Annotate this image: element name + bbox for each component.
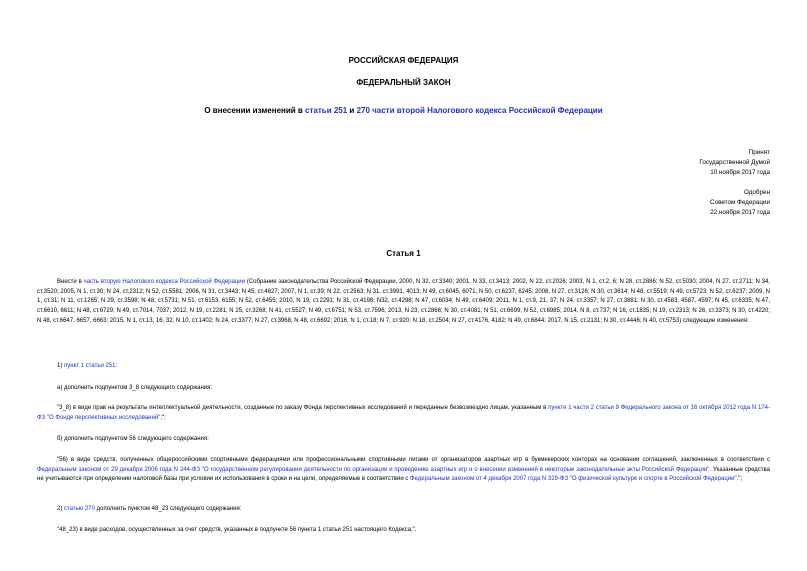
- adoption-block: [699, 148, 770, 218]
- q1-link[interactable]: пункте 1 части 2 статьи 9 Федерального закона от 16 октября 2012 года N 174-ФЗ "О Фонде перспективных исследований": [37, 405, 770, 421]
- quote-3-8: [37, 404, 770, 423]
- item-1: [57, 362, 117, 372]
- accepted-body: Государственной Думой: [699, 159, 770, 166]
- intro-link[interactable]: часть вторую Налогового кодекса Российской Федерации: [83, 279, 245, 285]
- item2-post: дополнить пунктом 48_23 следующего содержания:: [94, 506, 242, 512]
- intro-paragraph: [37, 278, 770, 327]
- item-1b: б) дополнить подпунктом 56 следующего содержания:: [57, 436, 209, 442]
- law-country: РОССИЙСКАЯ ФЕДЕРАЦИЯ: [348, 56, 459, 65]
- accepted-label: Принят: [748, 149, 770, 156]
- approved-date: 22 ноября 2017 года: [710, 209, 770, 216]
- q2-pre: "56) в виде средств, полученных общероссийскими спортивными федерациями или профессиональными спортивными лигами от организаторов азартных игр в букмекерских конторах на основании соглашений, заключенных в соответствии с: [57, 457, 770, 463]
- title-text-pre: О внесении изменений в: [204, 106, 306, 115]
- q2-post: .";: [736, 476, 743, 483]
- item-1a: а) дополнить подпунктом 3_8 следующего содержания:: [57, 385, 213, 391]
- q1-post: ;";: [160, 414, 166, 421]
- approved-body: Советом Федерации: [710, 199, 770, 206]
- quote-48-23: "48_23) в виде расходов, осуществленных за счет средств, указанных в подпункте 56 пункта 1 статьи 251 настоящего Кодекса;".: [57, 527, 417, 533]
- quote-56: [37, 456, 770, 485]
- q2-mid: . Указанные средства не учитываются при определении налоговой базы при условии их использования в сроки и на цели, определяемые в соответствии с: [37, 466, 771, 483]
- q2-link2[interactable]: Федеральным законом от 4 декабря 2007 года N 329-ФЗ "О физической культуре и спорте в Российской Федерации": [410, 476, 737, 483]
- q1-pre: "3_8) в виде прав на результаты интеллектуальной деятельности, созданные по заказу Фонда перспективных исследований и переданные безвозмездно лицам, указанным в: [57, 405, 549, 411]
- item1-link[interactable]: пункт 1 статьи 251: [64, 363, 116, 369]
- item1-post: :: [115, 363, 118, 369]
- title-text-mid: и: [347, 106, 357, 115]
- title-link-270[interactable]: 270 части второй Налогового кодекса Российской Федерации: [356, 106, 603, 115]
- approved-label: Одобрен: [743, 189, 770, 196]
- item1-pre: 1): [57, 363, 65, 369]
- intro-pre: Внести в: [57, 279, 84, 285]
- article-heading: Статья 1: [386, 249, 421, 258]
- intro-text: (Собрание законодательства Российской Федерации, 2000, N 32, ст.3340; 2001, N 33, ст.3413; 2002, N 22, ст.2026; 2003, N 1, ст.2, 6; N 28, ст.2886; N 52, ст.5030; 2004, N 27, ст.2711; N 34, ст.3520; 2005, N 1, ст.30; N 24, ст.2312; N 52, ст.5581; 2006, N 31, ст.3443; N 45, ст.4627; 2007, N 1, ст.39; N 22, ст.2563; N 31, ст.3991, 4013; N 49, ст.6045, 6071; N 50, ст.6237, 6245; 2008, N 27, ст.3126; N 30, ст.3614; N 48, ст.5519; N 49, ст.5723; N 52, ст.6237; 2009, N 1, ст.31; N 11, ст.1265; N 29, ст.3598; N 48, ст.5731; N 51, ст.6153, 6155; N 52, ст.6455; 2010, N 19, ст.2291; N 31, ст.4198; N32, ст.4298; N 47, ст.6034; N 49, ст.6409; 2011, N 1, ст.9, 21, 37; N 24, ст.3357; N 27, ст.3881; N 30, ст.4583, 4587, 4597; N 45, ст.6335; N 47, ст.6610, 6611; N 48, ст.6729; N 49, ст.7014, 7037; 2012, N 19, ст.2281; N 25, ст.3268; N 41, ст.5527; N 49, ст.6751; N 53, ст.7596; 2013, N 23, ст.2866; N 30, ст.4081; N 51, ст.6699; N 52, ст.6985; 2014, N 8, ст.737; N 16, ст.1835; N 19, ст.2313; N 26, ст.3373; N 30, ст.4220; N 48, ст.6647, 6657, 6663; 2015, N 1, ст.13, 16, 32; N 10, ст.1402; N 24, ст.3377; N 27, ст.3968; N 48, ст.6692; 2016, N 1, ст.18; N 7, ст.920; N 18, ст.2504; N 27, ст.4176, 4182; N 49, ст.6844; 2017, N 15, ст.2131; N 30, ст.4446; N 40, ст.5753) следующие изменения:: [37, 279, 770, 324]
- law-title: [0, 106, 807, 115]
- q2-link1[interactable]: Федеральным законом от 29 декабря 2006 года N 244-ФЗ "О государственном регулировании деятельности по организации и проведению азартных игр и о внесении изменений в некоторые законодательные акты Российской Федерации": [37, 466, 710, 473]
- item2-pre: 2): [57, 506, 65, 512]
- item2-link[interactable]: статью 270: [64, 506, 95, 512]
- title-link-251[interactable]: статьи 251: [305, 106, 348, 115]
- law-type: ФЕДЕРАЛЬНЫЙ ЗАКОН: [356, 78, 451, 87]
- item-2: [57, 505, 241, 515]
- accepted-date: 10 ноября 2017 года: [710, 169, 770, 176]
